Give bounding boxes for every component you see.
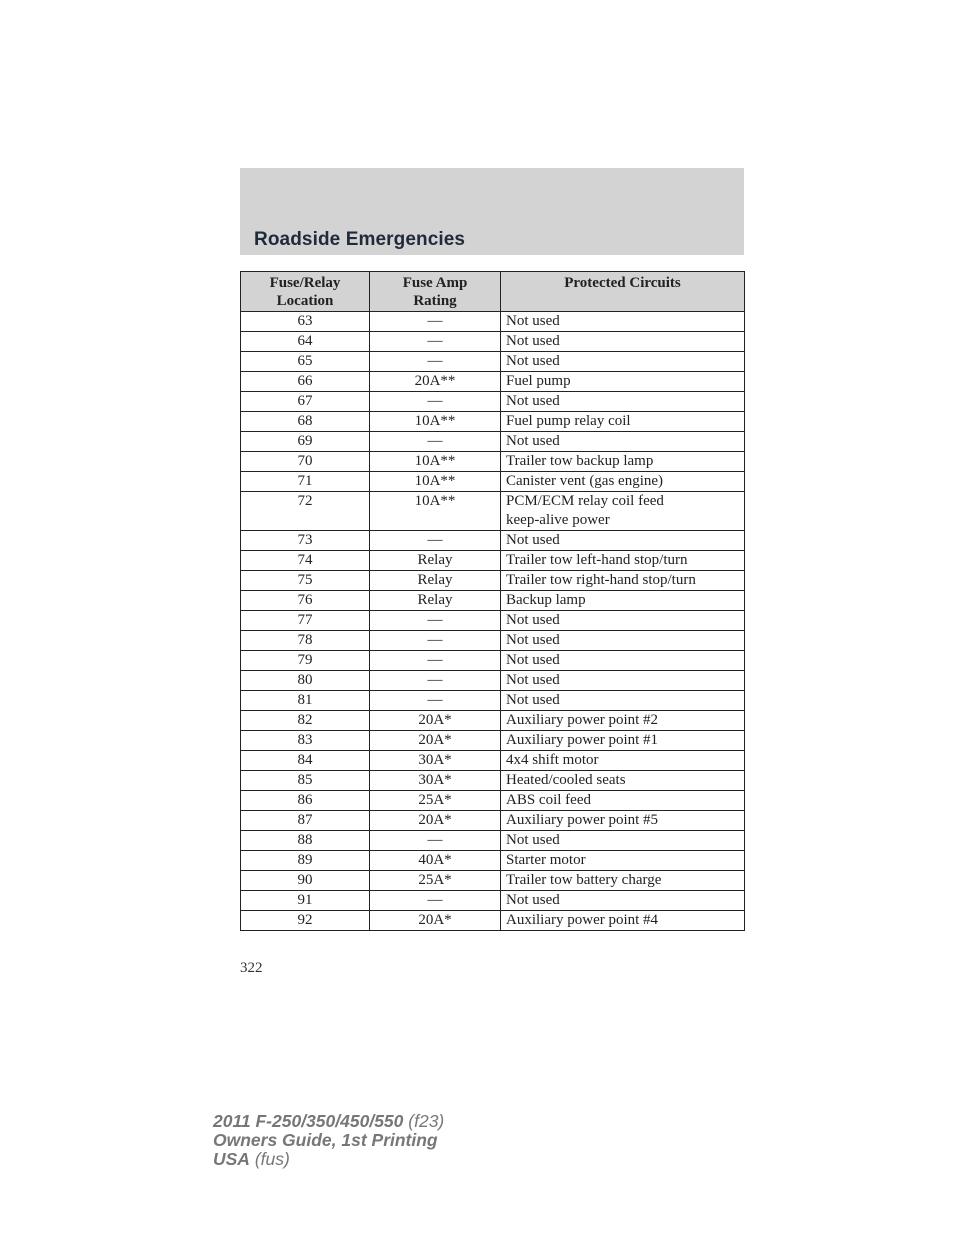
table-row [241, 711, 745, 731]
fuse-location-cell: 86 [241, 791, 370, 811]
fuse-amp-cell: — [370, 352, 501, 372]
fuse-location-cell: 87 [241, 811, 370, 831]
fuse-location-cell: 66 [241, 372, 370, 392]
fuse-amp-cell: 25A* [370, 791, 501, 811]
fuse-location-cell: 64 [241, 332, 370, 352]
footer-line-model [213, 1112, 444, 1131]
fuse-amp-cell: Relay [370, 591, 501, 611]
protected-circuit-cell: Heated/cooled seats [501, 771, 745, 791]
table-row [241, 751, 745, 771]
table-row [241, 791, 745, 811]
table-row [241, 332, 745, 352]
fuse-amp-cell: 25A* [370, 871, 501, 891]
table-row [241, 591, 745, 611]
table-row [241, 731, 745, 751]
protected-circuit-cell: Not used [501, 352, 745, 372]
fuse-amp-cell: — [370, 691, 501, 711]
fuse-location-cell: 77 [241, 611, 370, 631]
fuse-location-cell: 70 [241, 452, 370, 472]
fuse-location-cell: 83 [241, 731, 370, 751]
fuse-location-cell: 79 [241, 651, 370, 671]
protected-circuit-cell: Fuel pump relay coil [501, 412, 745, 432]
fuse-amp-cell: 20A** [370, 372, 501, 392]
fuse-amp-cell: — [370, 831, 501, 851]
fuse-amp-cell: — [370, 312, 501, 332]
fuse-location-cell: 78 [241, 631, 370, 651]
protected-circuit-cell: Starter motor [501, 851, 745, 871]
fuse-location-cell: 89 [241, 851, 370, 871]
table-row [241, 571, 745, 591]
fuse-location-cell: 69 [241, 432, 370, 452]
protected-circuit-cell: Not used [501, 312, 745, 332]
protected-circuit-cell: Trailer tow battery charge [501, 871, 745, 891]
fuse-amp-cell: 30A* [370, 751, 501, 771]
fuse-location-cell: 92 [241, 911, 370, 931]
fuse-location-cell: 75 [241, 571, 370, 591]
protected-circuit-cell: ABS coil feed [501, 791, 745, 811]
fuse-amp-cell: 20A* [370, 811, 501, 831]
fuse-table-head [241, 272, 745, 312]
table-row [241, 551, 745, 571]
fuse-location-cell: 74 [241, 551, 370, 571]
fuse-location-cell: 65 [241, 352, 370, 372]
protected-circuit-cell: Not used [501, 332, 745, 352]
fuse-amp-cell: — [370, 651, 501, 671]
fuse-amp-cell: 20A* [370, 911, 501, 931]
table-row [241, 691, 745, 711]
protected-circuit-cell: Trailer tow backup lamp [501, 452, 745, 472]
table-row [241, 412, 745, 432]
table-row [241, 372, 745, 392]
fuse-location-cell: 71 [241, 472, 370, 492]
fuse-amp-cell: — [370, 671, 501, 691]
table-row [241, 452, 745, 472]
protected-circuit-cell: Not used [501, 651, 745, 671]
fuse-location-cell: 88 [241, 831, 370, 851]
fuse-location-cell: 63 [241, 312, 370, 332]
fuse-location-cell: 80 [241, 671, 370, 691]
fuse-amp-cell: — [370, 432, 501, 452]
fuse-location-cell: 76 [241, 591, 370, 611]
fuse-amp-cell: 40A* [370, 851, 501, 871]
protected-circuit-cell: Not used [501, 611, 745, 631]
fuse-amp-cell: 20A* [370, 731, 501, 751]
table-row [241, 492, 745, 531]
protected-circuit-cell: Trailer tow left-hand stop/turn [501, 551, 745, 571]
fuse-amp-cell: 10A** [370, 412, 501, 432]
table-row [241, 651, 745, 671]
header-protected-circuits: Protected Circuits [501, 272, 745, 312]
document-footer [213, 1112, 444, 1169]
protected-circuit-cell: Not used [501, 631, 745, 651]
protected-circuit-cell: Trailer tow right-hand stop/turn [501, 571, 745, 591]
table-row [241, 631, 745, 651]
fuse-location-cell: 73 [241, 531, 370, 551]
fuse-amp-cell: 30A* [370, 771, 501, 791]
protected-circuit-cell: Canister vent (gas engine) [501, 472, 745, 492]
fuse-location-cell: 91 [241, 891, 370, 911]
fuse-table [240, 271, 745, 931]
table-row [241, 472, 745, 492]
header-amp-rating: Fuse Amp Rating [370, 272, 501, 312]
footer-region: USA [213, 1149, 250, 1169]
fuse-location-cell: 81 [241, 691, 370, 711]
fuse-location-cell: 72 [241, 492, 370, 531]
table-row [241, 352, 745, 372]
footer-printing: Owners Guide, 1st Printing [213, 1130, 438, 1150]
protected-circuit-cell: Auxiliary power point #2 [501, 711, 745, 731]
protected-circuit-cell: Auxiliary power point #4 [501, 911, 745, 931]
page-number: 322 [240, 960, 263, 976]
protected-circuit-cell: 4x4 shift motor [501, 751, 745, 771]
fuse-amp-cell: — [370, 891, 501, 911]
table-row [241, 811, 745, 831]
table-row [241, 312, 745, 332]
section-title: Roadside Emergencies [254, 229, 466, 250]
table-row [241, 771, 745, 791]
fuse-table-body [241, 312, 745, 931]
footer-model-code: (f23) [408, 1111, 445, 1131]
section-header-band [240, 168, 744, 255]
fuse-amp-cell: 20A* [370, 711, 501, 731]
protected-circuit-cell: Not used [501, 891, 745, 911]
table-row [241, 671, 745, 691]
fuse-amp-cell: Relay [370, 551, 501, 571]
fuse-amp-cell: — [370, 392, 501, 412]
fuse-amp-cell: Relay [370, 571, 501, 591]
fuse-amp-cell: — [370, 611, 501, 631]
protected-circuit-cell: Not used [501, 432, 745, 452]
fuse-amp-cell: — [370, 631, 501, 651]
table-row [241, 531, 745, 551]
table-row [241, 891, 745, 911]
fuse-location-cell: 82 [241, 711, 370, 731]
table-row [241, 871, 745, 891]
header-location: Fuse/Relay Location [241, 272, 370, 312]
table-row [241, 851, 745, 871]
fuse-location-cell: 68 [241, 412, 370, 432]
footer-region-code: (fus) [254, 1149, 290, 1169]
fuse-location-cell: 90 [241, 871, 370, 891]
fuse-amp-cell: 10A** [370, 492, 501, 531]
protected-circuit-cell: Not used [501, 531, 745, 551]
fuse-location-cell: 84 [241, 751, 370, 771]
protected-circuit-cell: Not used [501, 671, 745, 691]
protected-circuit-cell: Fuel pump [501, 372, 745, 392]
fuse-amp-cell: 10A** [370, 472, 501, 492]
fuse-location-cell: 67 [241, 392, 370, 412]
table-row [241, 831, 745, 851]
fuse-amp-cell: — [370, 531, 501, 551]
footer-model: 2011 F-250/350/450/550 [213, 1111, 404, 1131]
protected-circuit-cell: Not used [501, 831, 745, 851]
table-row [241, 611, 745, 631]
table-row [241, 911, 745, 931]
footer-line-region [213, 1150, 444, 1169]
fuse-table-header-row [241, 272, 745, 312]
protected-circuit-cell: Auxiliary power point #1 [501, 731, 745, 751]
protected-circuit-cell: Not used [501, 691, 745, 711]
protected-circuit-cell: Backup lamp [501, 591, 745, 611]
fuse-amp-cell: 10A** [370, 452, 501, 472]
fuse-location-cell: 85 [241, 771, 370, 791]
table-row [241, 432, 745, 452]
protected-circuit-cell: Not used [501, 392, 745, 412]
table-row [241, 392, 745, 412]
protected-circuit-cell: PCM/ECM relay coil feed keep-alive power [501, 492, 745, 531]
fuse-amp-cell: — [370, 332, 501, 352]
protected-circuit-cell: Auxiliary power point #5 [501, 811, 745, 831]
